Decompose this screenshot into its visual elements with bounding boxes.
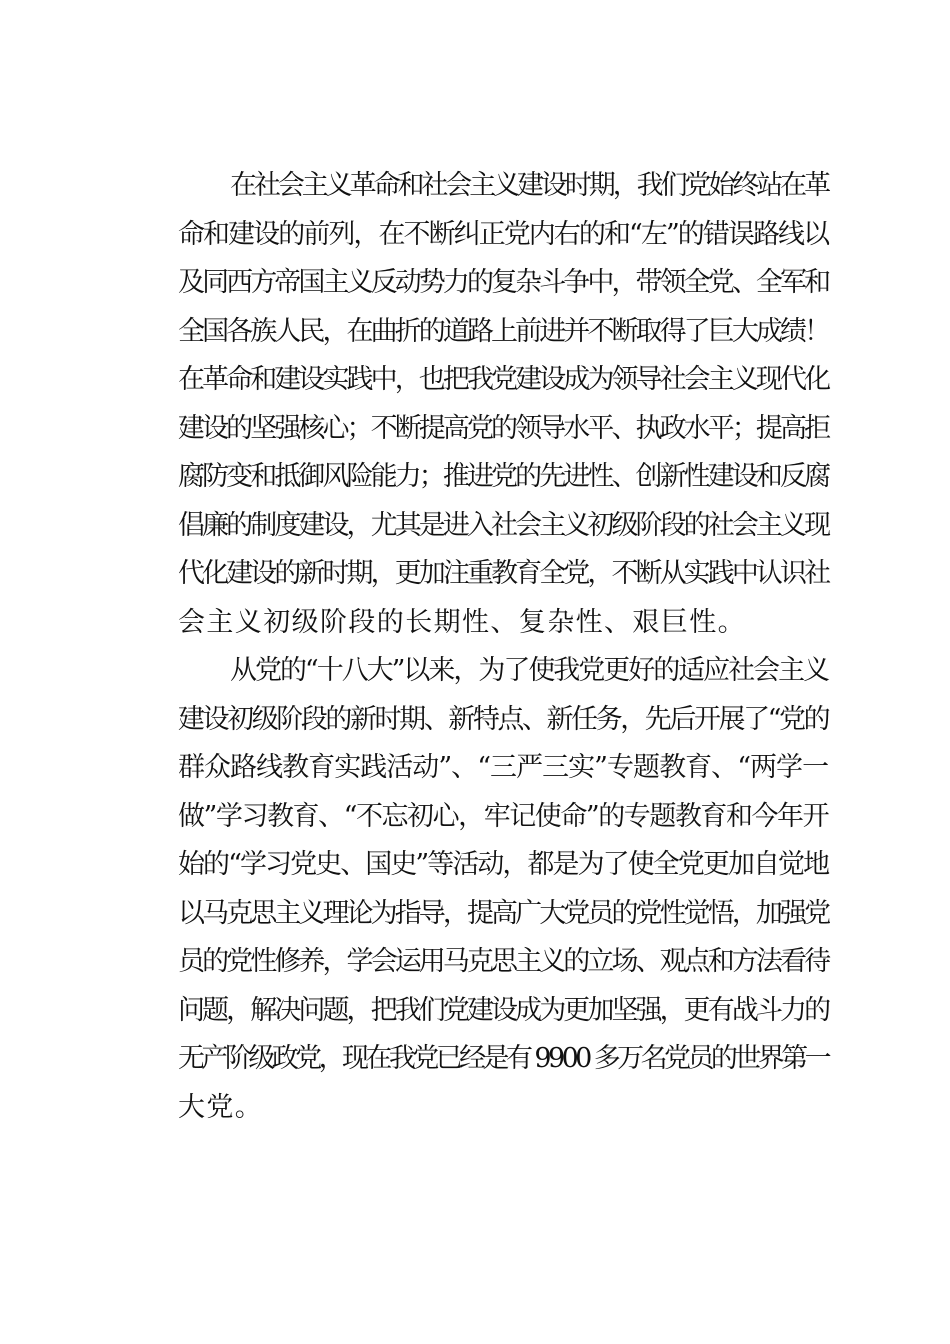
text-line: 代化建设的新时期，更加注重教育全党，不断从实践中认识社: [178, 558, 828, 589]
text-line: 会主义初级阶段的长期性、复杂性、艰巨性。: [178, 606, 746, 638]
text-line: 做”学习教育、“不忘初心，牢记使命”的专题教育和今年开: [178, 800, 828, 832]
text-line: 全国各族人民，在曲折的道路上前进并不断取得了巨大成绩！: [178, 315, 828, 347]
document-body: [124, 162, 828, 1132]
text-line: 命和建设的前列，在不断纠正党内右的和“左”的错误路线以: [178, 218, 828, 250]
text-line: 始的“学习党史、国史”等活动，都是为了使全党更加自觉地: [178, 849, 828, 880]
text-line: 腐防变和抵御风险能力；推进党的先进性、创新性建设和反腐: [178, 461, 828, 492]
text-line: 群众路线教育实践活动”、“三严三实”专题教育、“两学一: [178, 752, 828, 783]
text-line: 在革命和建设实践中，也把我党建设成为领导社会主义现代化: [178, 364, 828, 395]
text-line: 以马克思主义理论为指导，提高广大党员的党性觉悟，加强党: [178, 897, 828, 929]
text-line: 大党。: [178, 1091, 264, 1123]
text-line: 及同西方帝国主义反动势力的复杂斗争中，带领全党、全军和: [178, 267, 828, 298]
paragraph-2: [124, 647, 828, 1132]
paragraph-1: [124, 162, 828, 647]
text-line: 无产阶级政党，现在我党已经是有 9900 多万名党员的世界第一: [178, 1043, 828, 1074]
text-line: 员的党性修养，学会运用马克思主义的立场、观点和方法看待: [178, 946, 828, 977]
text-line: 建设的坚强核心；不断提高党的领导水平、执政水平；提高拒: [178, 412, 828, 444]
text-line: 从党的“十八大”以来，为了使我党更好的适应社会主义: [230, 655, 828, 686]
text-line: 建设初级阶段的新时期、新特点、新任务，先后开展了“党的: [178, 703, 828, 735]
text-line: 在社会主义革命和社会主义建设时期，我们党始终站在革: [230, 170, 828, 201]
text-line: 问题，解决问题，把我们党建设成为更加坚强，更有战斗力的: [178, 994, 828, 1026]
text-line: 倡廉的制度建设，尤其是进入社会主义初级阶段的社会主义现: [178, 509, 828, 541]
